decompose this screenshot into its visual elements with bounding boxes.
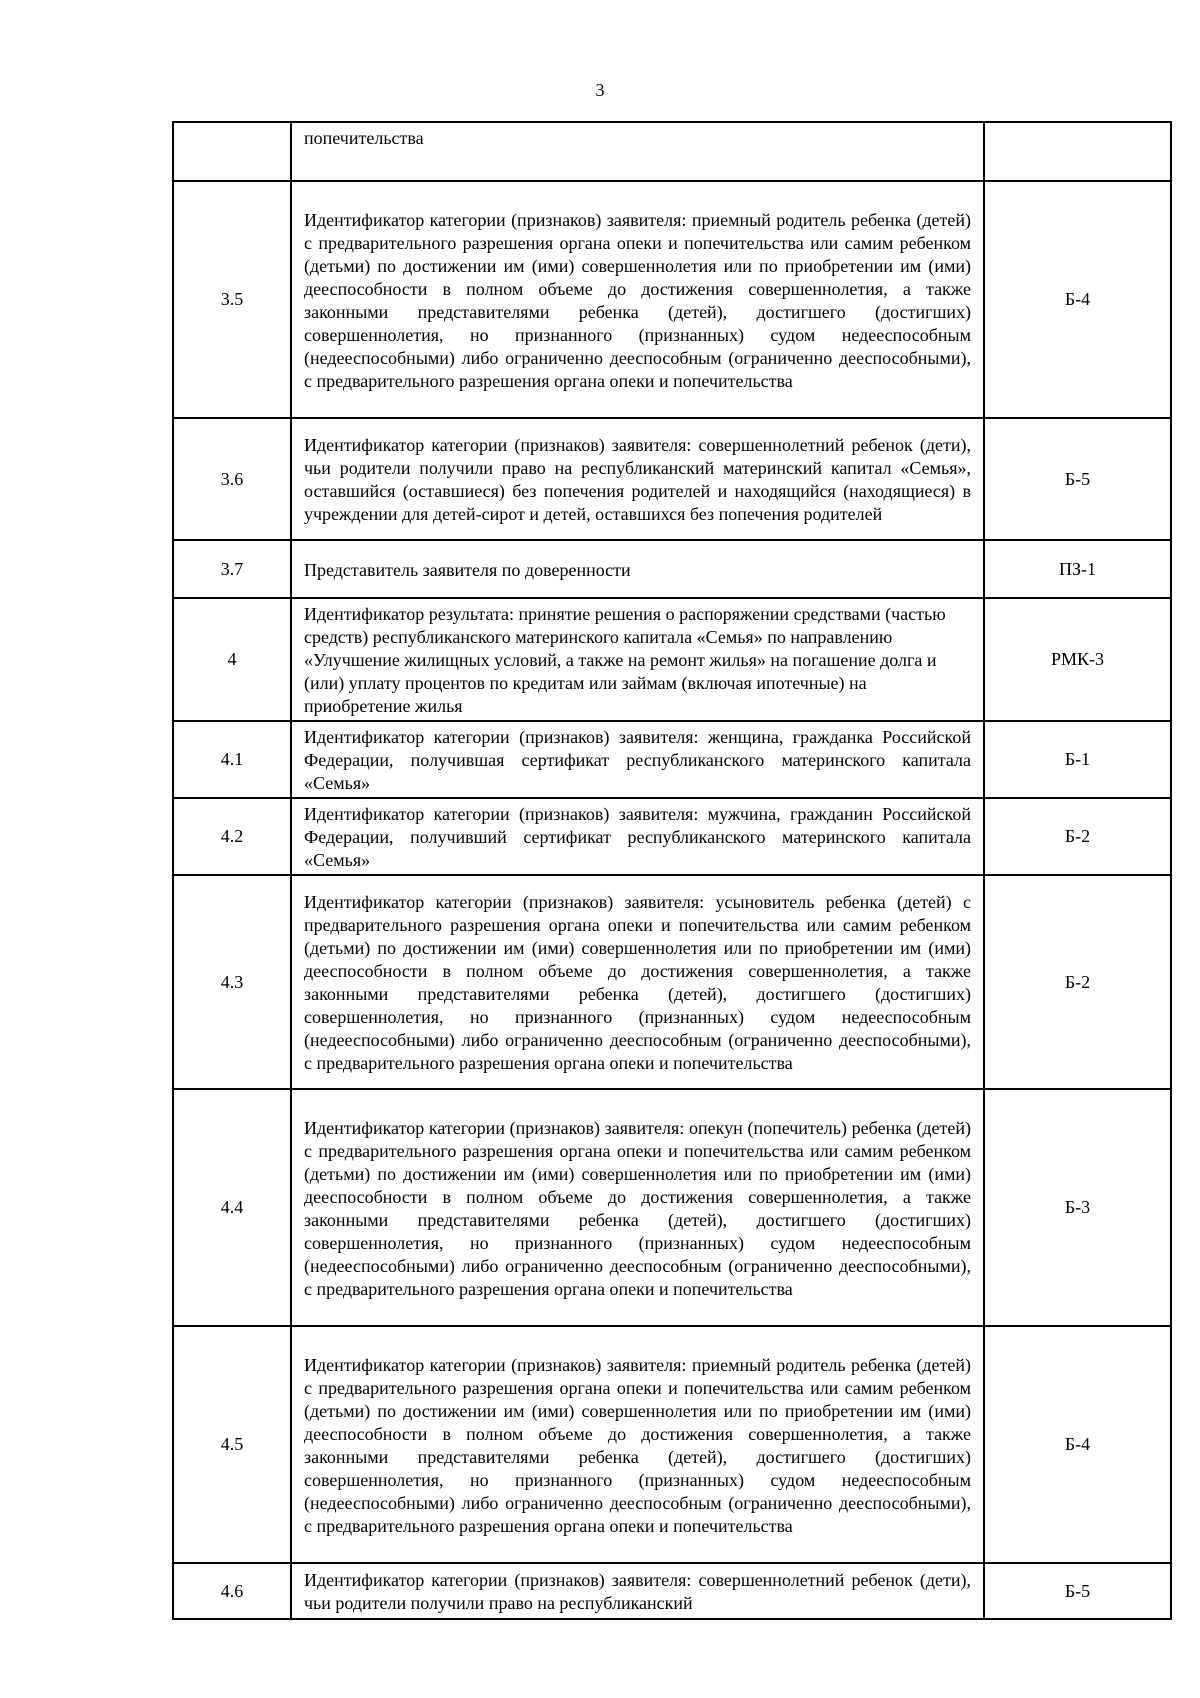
- row-code: Б-2: [984, 875, 1171, 1089]
- row-description: Идентификатор результата: принятие решения о распоряжении средствами (частью средств) республиканского материнского капитала «Семья» по направлению «Улучшение жилищных условий, а также на ремонт жилья» на погашение долга и (или) уплату процентов по кредитам или займам (включая ипотечные) на приобретение жилья: [291, 598, 984, 721]
- row-code: ПЗ-1: [984, 540, 1171, 598]
- row-description: Идентификатор категории (признаков) заявителя: приемный родитель ребенка (детей) с предварительного разрешения органа опеки и попечительства или самим ребенком (детьми) по достижении им (ими) совершеннолетия или по приобретении им (ими) дееспособности в полном объеме до достижения совершеннолетия, а также законными представителями ребенка (детей), достигшего (достигших) совершеннолетия, но признанного (признанных) судом недееспособным (недееспособными) либо ограниченно дееспособным (ограниченно дееспособными), с предварительного разрешения органа опеки и попечительства: [291, 1326, 984, 1563]
- table-row: [173, 1326, 1171, 1563]
- table-row: [173, 181, 1171, 418]
- table-row: [173, 875, 1171, 1089]
- row-description: Идентификатор категории (признаков) заявителя: совершеннолетний ребенок (дети), чьи родители получили право на республиканский материнский капитал «Семья», оставшийся (оставшиеся) без попечения родителей и находящийся (находящиеся) в учреждении для детей-сирот и детей, оставшихся без попечения родителей: [291, 418, 984, 540]
- row-code: РМК-3: [984, 598, 1171, 721]
- row-description: Идентификатор категории (признаков) заявителя: совершеннолетний ребенок (дети), чьи родители получили право на республиканский: [291, 1563, 984, 1619]
- row-description: Представитель заявителя по доверенности: [291, 540, 984, 598]
- row-number: 3.7: [173, 540, 291, 598]
- row-code: Б-4: [984, 181, 1171, 418]
- row-code: Б-1: [984, 721, 1171, 798]
- row-code: Б-5: [984, 418, 1171, 540]
- row-description: Идентификатор категории (признаков) заявителя: усыновитель ребенка (детей) с предварительного разрешения органа опеки и попечительства или самим ребенком (детьми) по достижении им (ими) совершеннолетия или по приобретении им (ими) дееспособности в полном объеме до достижения совершеннолетия, а также законными представителями ребенка (детей), достигшего (достигших) совершеннолетия, но признанного (признанных) судом недееспособным (недееспособными) либо ограниченно дееспособным (ограниченно дееспособными), с предварительного разрешения органа опеки и попечительства: [291, 875, 984, 1089]
- row-description: Идентификатор категории (признаков) заявителя: приемный родитель ребенка (детей) с предварительного разрешения органа опеки и попечительства или самим ребенком (детьми) по достижении им (ими) совершеннолетия или по приобретении им (ими) дееспособности в полном объеме до достижения совершеннолетия, а также законными представителями ребенка (детей), достигшего (достигших) совершеннолетия, но признанного (признанных) судом недееспособным (недееспособными) либо ограниченно дееспособным (ограниченно дееспособными), с предварительного разрешения органа опеки и попечительства: [291, 181, 984, 418]
- row-code: Б-3: [984, 1089, 1171, 1326]
- row-code: Б-2: [984, 798, 1171, 875]
- table-row: [173, 418, 1171, 540]
- row-description: попечительства: [291, 122, 984, 181]
- row-number: 4.3: [173, 875, 291, 1089]
- table-row: [173, 540, 1171, 598]
- row-number: 4: [173, 598, 291, 721]
- row-description: Идентификатор категории (признаков) заявителя: женщина, гражданка Российской Федерации, получившая сертификат республиканского материнского капитала «Семья»: [291, 721, 984, 798]
- row-code: Б-5: [984, 1563, 1171, 1619]
- table-row: [173, 122, 1171, 181]
- row-number: 4.1: [173, 721, 291, 798]
- table-row: [173, 1089, 1171, 1326]
- page-number: 3: [595, 80, 605, 100]
- row-code: Б-4: [984, 1326, 1171, 1563]
- table-row: [173, 721, 1171, 798]
- table-row: [173, 1563, 1171, 1619]
- row-code: [984, 122, 1171, 181]
- row-number: 3.5: [173, 181, 291, 418]
- row-number: 4.2: [173, 798, 291, 875]
- row-number: 4.4: [173, 1089, 291, 1326]
- row-number: [173, 122, 291, 181]
- table-row: [173, 798, 1171, 875]
- row-number: 4.5: [173, 1326, 291, 1563]
- row-description: Идентификатор категории (признаков) заявителя: опекун (попечитель) ребенка (детей) с предварительного разрешения органа опеки и попечительства или самим ребенком (детьми) по достижении им (ими) совершеннолетия или по приобретении им (ими) дееспособности в полном объеме до достижения совершеннолетия, а также законными представителями ребенка (детей), достигшего (достигших) совершеннолетия, но признанного (признанных) судом недееспособным (недееспособными) либо ограниченно дееспособным (ограниченно дееспособными), с предварительного разрешения органа опеки и попечительства: [291, 1089, 984, 1326]
- row-number: 3.6: [173, 418, 291, 540]
- table-row: [173, 598, 1171, 721]
- data-table: [172, 121, 1172, 1620]
- row-description: Идентификатор категории (признаков) заявителя: мужчина, гражданин Российской Федерации, получивший сертификат республиканского материнского капитала «Семья»: [291, 798, 984, 875]
- row-number: 4.6: [173, 1563, 291, 1619]
